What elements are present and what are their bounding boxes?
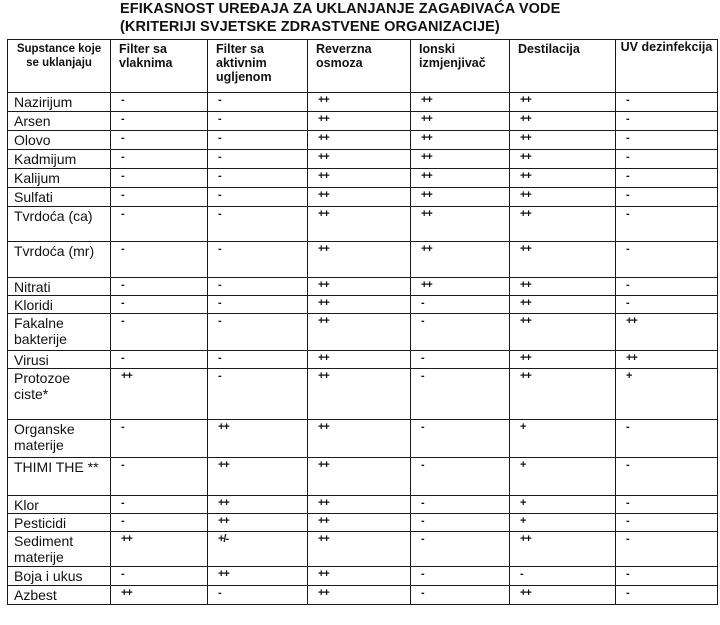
header-ion-exchanger: Ionski izmjenjivač — [411, 40, 510, 93]
table-row — [8, 207, 718, 242]
substance-name: Tvrdoća (mr) — [8, 242, 111, 278]
rating-cell: ++ — [411, 278, 510, 296]
rating-cell: ++ — [510, 150, 616, 169]
rating-cell: ++ — [308, 93, 411, 112]
rating-cell: - — [208, 169, 308, 188]
rating-cell: ++ — [510, 369, 616, 420]
rating-cell: - — [510, 567, 616, 586]
rating-cell: ++ — [616, 351, 718, 369]
rating-cell: - — [616, 188, 718, 207]
rating-cell: ++ — [308, 567, 411, 586]
rating-cell: ++ — [510, 314, 616, 351]
substance-name: Olovo — [8, 131, 111, 150]
rating-cell: - — [111, 112, 208, 131]
rating-cell: - — [411, 496, 510, 514]
substance-name: Kalijum — [8, 169, 111, 188]
rating-cell: ++ — [308, 169, 411, 188]
rating-cell: + — [616, 369, 718, 420]
table-row — [8, 314, 718, 351]
rating-cell: ++ — [308, 112, 411, 131]
table-row — [8, 496, 718, 514]
rating-cell: - — [208, 296, 308, 314]
table-row — [8, 93, 718, 112]
rating-cell: ++ — [510, 131, 616, 150]
rating-cell: - — [111, 420, 208, 458]
rating-cell: ++ — [510, 169, 616, 188]
rating-cell: ++ — [308, 296, 411, 314]
rating-cell: - — [616, 496, 718, 514]
rating-cell: ++ — [111, 532, 208, 567]
rating-cell: - — [411, 369, 510, 420]
substance-name: Sediment materije — [8, 532, 111, 567]
substance-name: Pesticidi — [8, 514, 111, 532]
rating-cell: - — [111, 150, 208, 169]
rating-cell: - — [208, 131, 308, 150]
rating-cell: ++ — [510, 207, 616, 242]
table-row — [8, 532, 718, 567]
rating-cell: - — [111, 458, 208, 496]
substance-name: Kloridi — [8, 296, 111, 314]
rating-cell: ++ — [411, 169, 510, 188]
rating-cell: - — [208, 242, 308, 278]
rating-cell: - — [208, 150, 308, 169]
rating-cell: ++ — [208, 420, 308, 458]
rating-cell: +/- — [208, 532, 308, 567]
substance-name: Arsen — [8, 112, 111, 131]
rating-cell: - — [111, 93, 208, 112]
rating-cell: ++ — [616, 314, 718, 351]
rating-cell: - — [111, 242, 208, 278]
rating-cell: ++ — [308, 207, 411, 242]
rating-cell: ++ — [111, 369, 208, 420]
table-row — [8, 458, 718, 496]
rating-cell: ++ — [308, 188, 411, 207]
rating-cell: ++ — [111, 586, 208, 605]
efficiency-table — [7, 39, 718, 605]
rating-cell: + — [510, 458, 616, 496]
rating-cell: - — [208, 207, 308, 242]
rating-cell: ++ — [308, 314, 411, 351]
rating-cell: - — [411, 532, 510, 567]
rating-cell: - — [208, 93, 308, 112]
table-row — [8, 169, 718, 188]
rating-cell: ++ — [411, 131, 510, 150]
rating-cell: - — [208, 188, 308, 207]
rating-cell: - — [411, 296, 510, 314]
substance-name: Boja i ukus — [8, 567, 111, 586]
rating-cell: ++ — [308, 420, 411, 458]
rating-cell: ++ — [308, 532, 411, 567]
rating-cell: ++ — [510, 296, 616, 314]
rating-cell: - — [616, 169, 718, 188]
rating-cell: ++ — [510, 188, 616, 207]
rating-cell: - — [208, 351, 308, 369]
rating-cell: - — [111, 514, 208, 532]
rating-cell: - — [411, 420, 510, 458]
rating-cell: - — [208, 314, 308, 351]
rating-cell: - — [616, 242, 718, 278]
rating-cell: ++ — [411, 150, 510, 169]
rating-cell: - — [616, 420, 718, 458]
table-row — [8, 188, 718, 207]
rating-cell: ++ — [308, 351, 411, 369]
rating-cell: - — [111, 188, 208, 207]
header-carbon-filter: Filter sa aktivnim ugljenom — [208, 40, 308, 93]
table-row — [8, 150, 718, 169]
rating-cell: - — [616, 586, 718, 605]
rating-cell: ++ — [510, 351, 616, 369]
table-row — [8, 586, 718, 605]
rating-cell: - — [111, 296, 208, 314]
substance-name: Nazirijum — [8, 93, 111, 112]
rating-cell: - — [111, 131, 208, 150]
rating-cell: - — [616, 532, 718, 567]
header-substances: Supstance koje se uklanjaju — [8, 40, 111, 93]
rating-cell: - — [411, 514, 510, 532]
rating-cell: - — [208, 369, 308, 420]
rating-cell: ++ — [411, 242, 510, 278]
table-row — [8, 296, 718, 314]
substance-name: Klor — [8, 496, 111, 514]
header-fiber-filter: Filter sa vlaknima — [111, 40, 208, 93]
rating-cell: - — [616, 150, 718, 169]
rating-cell: - — [411, 567, 510, 586]
rating-cell: ++ — [510, 112, 616, 131]
rating-cell: ++ — [208, 496, 308, 514]
rating-cell: ++ — [510, 93, 616, 112]
rating-cell: - — [616, 514, 718, 532]
rating-cell: - — [616, 296, 718, 314]
rating-cell: - — [616, 131, 718, 150]
rating-cell: ++ — [308, 242, 411, 278]
substance-name: Kadmijum — [8, 150, 111, 169]
rating-cell: - — [411, 458, 510, 496]
rating-cell: ++ — [308, 496, 411, 514]
rating-cell: - — [111, 278, 208, 296]
rating-cell: + — [510, 514, 616, 532]
rating-cell: - — [411, 586, 510, 605]
table-row — [8, 351, 718, 369]
substance-name: Protozoe ciste* — [8, 369, 111, 420]
substance-name: Tvrdoća (ca) — [8, 207, 111, 242]
substance-name: Sulfati — [8, 188, 111, 207]
rating-cell: - — [111, 567, 208, 586]
header-distillation: Destilacija — [510, 40, 616, 93]
rating-cell: - — [111, 351, 208, 369]
rating-cell: ++ — [510, 278, 616, 296]
rating-cell: ++ — [411, 188, 510, 207]
rating-cell: ++ — [308, 514, 411, 532]
rating-cell: + — [510, 420, 616, 458]
header-uv-disinfection: UV dezinfekcija — [616, 40, 718, 93]
rating-cell: ++ — [208, 514, 308, 532]
rating-cell: - — [111, 496, 208, 514]
rating-cell: - — [616, 112, 718, 131]
table-row — [8, 567, 718, 586]
rating-cell: ++ — [308, 369, 411, 420]
rating-cell: ++ — [208, 458, 308, 496]
rating-cell: - — [616, 93, 718, 112]
substance-name: THIMI THE ** — [8, 458, 111, 496]
rating-cell: - — [208, 112, 308, 131]
rating-cell: - — [411, 351, 510, 369]
header-reverse-osmosis: Reverzna osmoza — [308, 40, 411, 93]
table-row — [8, 242, 718, 278]
rating-cell: ++ — [510, 532, 616, 567]
substance-name: Fakalne bakterije — [8, 314, 111, 351]
rating-cell: ++ — [208, 567, 308, 586]
rating-cell: ++ — [510, 586, 616, 605]
rating-cell: ++ — [308, 586, 411, 605]
rating-cell: + — [510, 496, 616, 514]
rating-cell: ++ — [308, 150, 411, 169]
title-line-1: EFIKASNOST UREĐAJA ZA UKLANJANJE ZAGAĐIVAĆA VODE — [120, 1, 561, 17]
rating-cell: - — [616, 458, 718, 496]
table-row — [8, 131, 718, 150]
rating-cell: ++ — [308, 458, 411, 496]
rating-cell: - — [616, 278, 718, 296]
rating-cell: - — [208, 278, 308, 296]
document-title — [0, 0, 720, 40]
rating-cell: - — [208, 586, 308, 605]
rating-cell: - — [616, 207, 718, 242]
rating-cell: ++ — [308, 278, 411, 296]
substance-name: Nitrati — [8, 278, 111, 296]
rating-cell: - — [111, 169, 208, 188]
header-row — [8, 40, 718, 93]
substance-name: Azbest — [8, 586, 111, 605]
rating-cell: ++ — [308, 131, 411, 150]
rating-cell: ++ — [510, 242, 616, 278]
table-row — [8, 514, 718, 532]
substance-name: Organske materije — [8, 420, 111, 458]
table-row — [8, 369, 718, 420]
rating-cell: ++ — [411, 112, 510, 131]
rating-cell: ++ — [411, 207, 510, 242]
table-row — [8, 112, 718, 131]
rating-cell: - — [111, 314, 208, 351]
rating-cell: - — [616, 567, 718, 586]
rating-cell: - — [411, 314, 510, 351]
table-row — [8, 278, 718, 296]
substance-name: Virusi — [8, 351, 111, 369]
rating-cell: - — [111, 207, 208, 242]
title-line-2: (KRITERIJI SVJETSKE ZDRASTVENE ORGANIZACIJE) — [120, 19, 500, 35]
rating-cell: ++ — [411, 93, 510, 112]
table-row — [8, 420, 718, 458]
